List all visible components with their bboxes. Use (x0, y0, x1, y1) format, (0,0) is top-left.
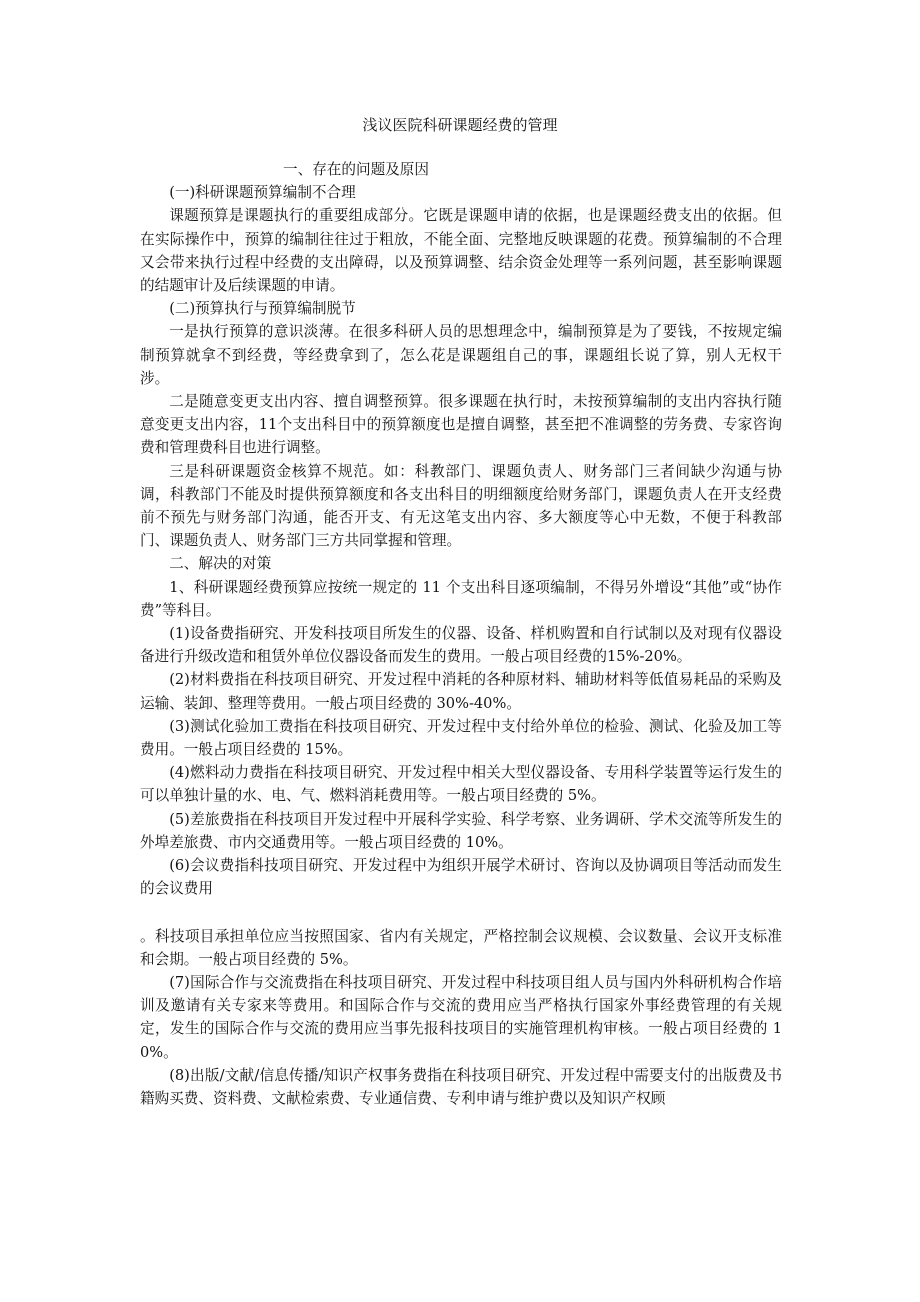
paragraph-international-fee: (7)国际合作与交流费指在科技项目研究、开发过程中科技项目组人员与国内外科研机构合作培训及邀请有关专家来等费用。和国际合作与交流的费用应当严格执行国家外事经费管理的有关规定，发生的国际合作与交流的费用应当事先报科技项目的实施管理机构审核。一般占项目经费的 10%。 (140, 973, 782, 1061)
paragraph-awareness: 一是执行预算的意识淡薄。在很多科研人员的思想理念中，编制预算是为了要钱，不按规定编制预算就拿不到经费，等经费拿到了，怎么花是课题组自己的事，课题组长说了算，别人无权干涉。 (140, 323, 782, 387)
paragraph-publication-fee: (8)出版/文献/信息传播/知识产权事务费指在科技项目研究、开发过程中需要支付的出版费及书籍购买费、资料费、文献检索费、专业通信费、专利申请与维护费以及知识产权顾 (140, 1066, 782, 1107)
paragraph-meeting-fee-continued: 。科技项目承担单位应当按照国家、省内有关规定，严格控制会议规模、会议数量、会议开支标准和会期。一般占项目经费的 5%。 (140, 927, 782, 968)
paragraph-accounting: 三是科研课题资金核算不规范。如：科教部门、课题负责人、财务部门三者间缺少沟通与协调，科教部门不能及时提供预算额度和各支出科目的明细额度给财务部门，课题负责人在开支经费前不预先与财务部门沟通，能否开支、有无这笔支出内容、多大额度等心中无数，不便于科教部门、课题负责人、财务部门三方共同掌握和管理。 (140, 462, 782, 550)
paragraph-material-fee: (2)材料费指在科技项目研究、开发过程中消耗的各种原材料、辅助材料等低值易耗品的采购及运输、装卸、整理等费用。一般占项目经费的 30%-40%。 (140, 671, 782, 712)
document-title: 浅议医院科研课题经费的管理 (362, 116, 558, 134)
paragraph-gap (140, 901, 782, 925)
paragraph-fuel-power-fee: (4)燃料动力费指在科技项目研究、开发过程中相关大型仪器设备、专用科学装置等运行发生的可以单独计量的水、电、气、燃料消耗费用等。一般占项目经费的 5%。 (140, 764, 782, 805)
subheading-budget-compilation: (一)科研课题预算编制不合理 (169, 184, 356, 202)
paragraph-testing-fee: (3)测试化验加工费指在科技项目研究、开发过程中支付给外单位的检验、测试、化验及加工等费用。一般占项目经费的 15%。 (140, 717, 782, 759)
paragraph-eleven-items: 1、科研课题经费预算应按统一规定的 11 个支出科目逐项编制，不得另外增设“其他”或“协作费”等科目。 (140, 578, 782, 619)
paragraph-travel-fee: (5)差旅费指在科技项目开发过程中开展科学实验、科学考察、业务调研、学术交流等所发生的外埠差旅费、市内交通费用等。一般占项目经费的 10%。 (140, 810, 782, 851)
paragraph-budget-importance: 课题预算是课题执行的重要组成部分。它既是课题申请的依据，也是课题经费支出的依据。但在实际操作中，预算的编制往往过于粗放，不能全面、完整地反映课题的花费。预算编制的不合理又会带来执行过程中经费的支出障碍，以及预算调整、结余资金处理等一系列问题，甚至影响课题的结题审计及后续课题的申请。 (140, 207, 782, 295)
subheading-budget-execution: (二)预算执行与预算编制脱节 (169, 300, 356, 318)
section-heading-solutions: 二、解决的对策 (169, 555, 272, 573)
paragraph-meeting-fee: (6)会议费指科技项目研究、开发过程中为组织开展学术研讨、咨询以及协调项目等活动而发生的会议费用 (140, 857, 782, 898)
paragraph-arbitrary-changes: 二是随意变更支出内容、擅自调整预算。很多课题在执行时，未按预算编制的支出内容执行随意变更支出内容，11个支出科目中的预算额度也是擅自调整，甚至把不准调整的劳务费、专家咨询费和管理费科目也进行调整。 (140, 393, 782, 457)
document-body (140, 158, 782, 1110)
section-heading-problems: 一、存在的问题及原因 (283, 161, 429, 178)
paragraph-equipment-fee: (1)设备费指研究、开发科技项目所发生的仪器、设备、样机购置和自行试制以及对现有仪器设备进行升级改造和租赁外单位仪器设备而发生的费用。一般占项目经费的15%-20%。 (140, 625, 782, 666)
